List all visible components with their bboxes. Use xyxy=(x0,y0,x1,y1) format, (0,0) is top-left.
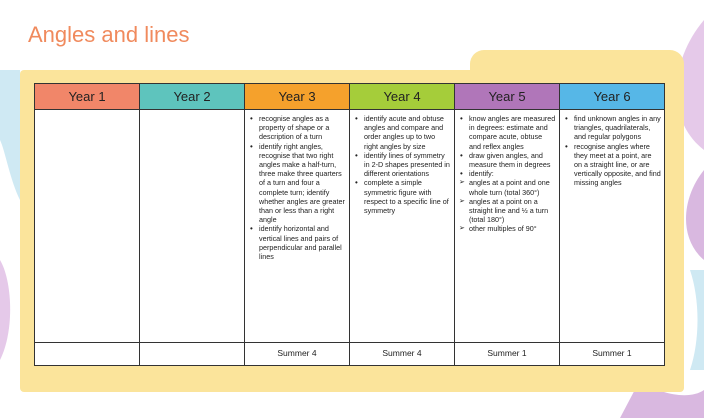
year-5-header: Year 5 xyxy=(455,84,560,110)
header-row xyxy=(35,84,665,110)
year-6-header: Year 6 xyxy=(560,84,665,110)
year-6-term: Summer 1 xyxy=(560,343,665,366)
list-item: • identify right angles, recognise that two right angles make a half-turn, three make three quarters of a turn and four a complete turn; identify whether angles are greater than or less than a right angle xyxy=(259,142,346,225)
year-1-objectives xyxy=(35,110,140,343)
year-6-objectives xyxy=(560,110,665,343)
year-3-header: Year 3 xyxy=(245,84,350,110)
frame-tab xyxy=(470,50,684,80)
list-item: • find unknown angles in any triangles, quadrilaterals, and regular polygons xyxy=(574,114,661,142)
list-item: • identify: xyxy=(469,169,556,178)
objectives-row xyxy=(35,110,665,343)
list-item: • recognise angles as a property of shape or a description of a turn xyxy=(259,114,346,142)
curriculum-table xyxy=(34,83,665,366)
sub-list-item: ➢ angles at a point on a straight line and ½ a turn (total 180°) xyxy=(469,197,556,225)
list-item: • complete a simple symmetric figure with respect to a specific line of symmetry xyxy=(364,178,451,215)
sub-list-item: ➢ other multiples of 90° xyxy=(469,224,556,233)
list-item: • draw given angles, and measure them in degrees xyxy=(469,151,556,169)
year-2-header: Year 2 xyxy=(140,84,245,110)
list-item: • know angles are measured in degrees: estimate and compare acute, obtuse and reflex angles xyxy=(469,114,556,151)
list-item: • identify lines of symmetry in 2-D shapes presented in different orientations xyxy=(364,151,451,179)
year-4-term: Summer 4 xyxy=(350,343,455,366)
year-3-objectives xyxy=(245,110,350,343)
list-item: • identify acute and obtuse angles and compare and order angles up to two right angles by size xyxy=(364,114,451,151)
sub-list-item: ➢ angles at a point and one whole turn (total 360°) xyxy=(469,178,556,196)
year-1-term xyxy=(35,343,140,366)
list-item: • identify horizontal and vertical lines and pairs of perpendicular and parallel lines xyxy=(259,224,346,261)
list-item: • recognise angles where they meet at a point, are on a straight line, or are vertically opposite, and find missing angles xyxy=(574,142,661,188)
year-3-term: Summer 4 xyxy=(245,343,350,366)
year-2-term xyxy=(140,343,245,366)
page-title: Angles and lines xyxy=(28,22,190,47)
year-5-objectives xyxy=(455,110,560,343)
year-5-term: Summer 1 xyxy=(455,343,560,366)
year-1-header: Year 1 xyxy=(35,84,140,110)
year-2-objectives xyxy=(140,110,245,343)
year-4-header: Year 4 xyxy=(350,84,455,110)
term-row xyxy=(35,343,665,366)
year-4-objectives xyxy=(350,110,455,343)
